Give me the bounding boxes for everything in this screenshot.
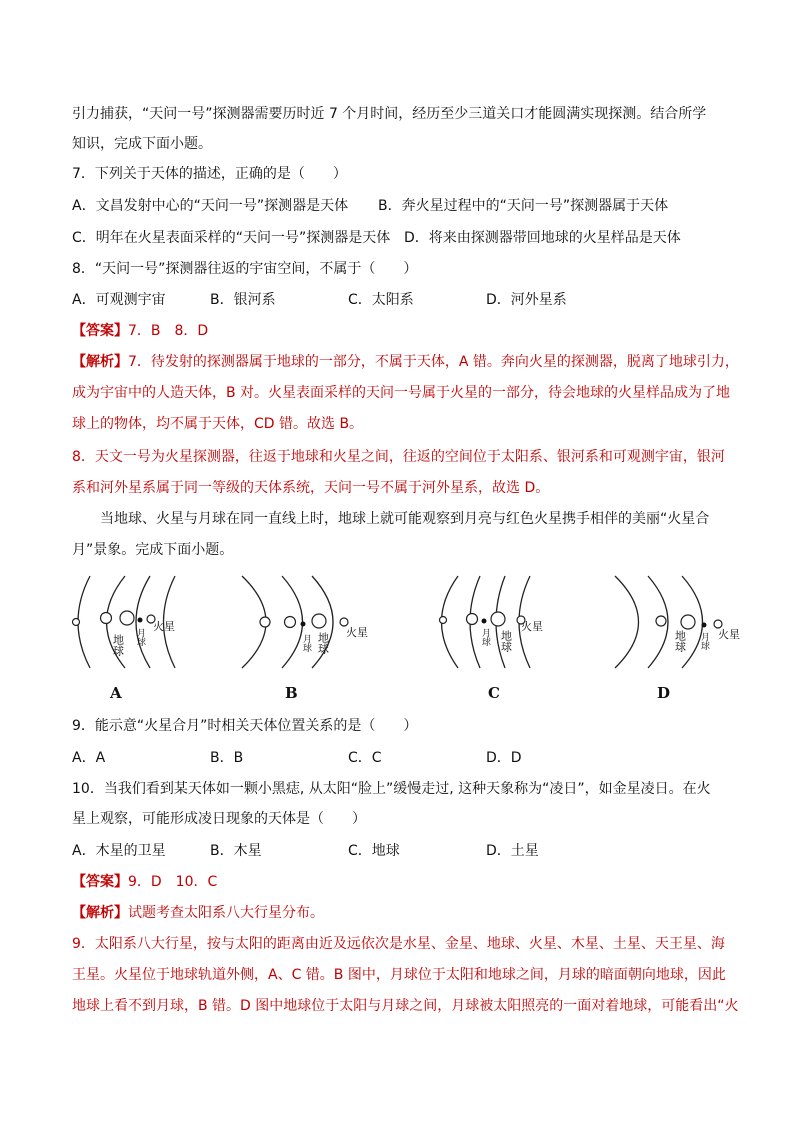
q10-option-b: B．木星 (210, 843, 262, 859)
q9-option-a: A．A (72, 750, 106, 766)
analysis-1-line-5: 系和河外星系属于同一等级的天体系统，天问一号不属于河外星系，故选 D。 (72, 480, 550, 496)
q8-option-d: D．河外星系 (486, 292, 567, 308)
mars-c (491, 612, 505, 626)
analysis-tag: 【解析】 (72, 354, 128, 370)
moon-a (138, 618, 143, 623)
label-earth-b: 地球 (316, 632, 330, 654)
analysis-text: 7．待发射的探测器属于地球的一部分，不属于天体，A 错。奔向火星的探测器，脱离了地球引力， (128, 354, 739, 370)
q10-option-d: D．土星 (486, 843, 539, 859)
sun-a (73, 619, 80, 626)
analysis-2-tag: 【解析】 (72, 905, 128, 921)
answer-2-text: 9．D 10．C (128, 874, 218, 890)
q8-option-a: A．可观测宇宙 (72, 292, 166, 308)
mars-a (120, 611, 134, 625)
analysis-2-line-3: 地球上看不到月球，B 错。D 图中地球位于太阳与月球之间，月球被太阳照亮的一面对着地球，可能看出“火 (72, 998, 739, 1014)
q7-stem: 7．下列关于天体的描述，正确的是（ ） (72, 166, 347, 182)
answer-1 (72, 321, 208, 341)
label-moon-b: 月球 (301, 634, 311, 652)
moon-c (482, 619, 487, 624)
panel-label-c: C (488, 684, 500, 702)
mars-b (312, 614, 326, 628)
planet-b (340, 618, 348, 626)
label-earth-a: 地球 (111, 634, 125, 656)
analysis-2-intro (72, 903, 324, 923)
label-mars-b: 火星 (346, 626, 368, 639)
sun-b (260, 617, 270, 627)
q7-option-b: B．奔火星过程中的“天问一号”探测器属于天体 (378, 198, 669, 214)
q10-line-2: 星上观察，可能形成凌日现象的天体是（ ） (72, 811, 366, 827)
intro-line-1: 引力捕获，“天问一号”探测器需要历时近 7 个月时间，经历至少三道关口才能圆满实现探测。结合所学 (72, 106, 707, 122)
earth-a (101, 613, 112, 624)
answer-text: 7．B 8．D (128, 323, 209, 339)
orbit-diagram (0, 568, 794, 688)
q7-option-c: C．明年在火星表面采样的“天问一号”探测器是天体 (72, 230, 391, 246)
intro2-line-2: 月”景象。完成下面小题。 (72, 542, 234, 558)
earth-c (467, 614, 478, 625)
intro-line-2: 知识，完成下面小题。 (72, 136, 212, 152)
analysis-1-line-3: 球上的物体，均不属于天体，CD 错。故选 B。 (72, 416, 364, 432)
earth-d (681, 615, 695, 629)
label-earth-c: 地球 (499, 630, 513, 652)
intro2-line-1: 当地球、火星与月球在同一直线上时，地球上就可能观察到月亮与红色火星携手相伴的美丽“火星合 (100, 511, 710, 527)
q9-stem: 9．能示意“火星合月”时相关天体位置关系的是（ ） (72, 718, 418, 734)
analysis-2-line-2: 王星。火星位于地球轨道外侧，A、C 错。B 图中，月球位于太阳和地球之间，月球的暗面朝向地球，因此 (72, 967, 726, 983)
q7-option-d: D．将来由探测器带回地球的火星样品是天体 (404, 230, 681, 246)
analysis-1-line-2: 成为宇宙中的人造天体，B 对。火星表面采样的天问一号属于火星的一部分，待会地球的火星样品成为了地 (72, 385, 731, 401)
q7-option-a: A．文昌发射中心的“天问一号”探测器是天体 (72, 198, 349, 214)
q8-option-c: C．太阳系 (348, 292, 414, 308)
analysis-2-line-1: 9．太阳系八大行星，按与太阳的距离由近及远依次是水星、金星、地球、火星、木星、土星、天王星、海 (72, 936, 725, 952)
q9-option-c: C．C (348, 750, 382, 766)
earth-b (285, 617, 296, 628)
q10-line-1: 10．当我们看到某天体如一颗小黑痣, 从太阳“脸上”缓慢走过, 这种天象称为“凌日”，如金星凌日。在火 (72, 781, 711, 797)
panel-label-b: B (285, 684, 298, 702)
panel-label-a: A (110, 684, 122, 702)
sun-c (440, 617, 447, 624)
analysis-1-line-4: 8．天文一号为火星探测器，往返于地球和火星之间，往返的空间位于太阳系、银河系和可观测宇宙，银河 (72, 449, 725, 465)
label-moon-d: 月球 (699, 632, 709, 650)
analysis-2-summary: 试题考查太阳系八大行星分布。 (128, 905, 324, 921)
analysis-1-line-1 (72, 352, 739, 372)
label-mars-d: 火星 (718, 628, 740, 641)
label-moon-c: 月球 (480, 628, 490, 646)
sun-d (656, 616, 666, 626)
answer-2-tag: 【答案】 (72, 874, 128, 890)
q10-option-a: A．木星的卫星 (72, 843, 166, 859)
q9-option-d: D．D (486, 750, 522, 766)
moon-b (301, 622, 306, 627)
label-moon-a: 月球 (135, 628, 145, 646)
moon-d (702, 623, 707, 628)
answer-tag: 【答案】 (72, 323, 128, 339)
panel-label-d: D (657, 684, 671, 702)
label-earth-d: 地球 (673, 630, 687, 652)
q8-stem: 8．“天问一号”探测器往返的宇宙空间，不属于（ ） (72, 261, 418, 277)
label-mars-a: 火星 (153, 620, 175, 633)
planet-d (714, 620, 722, 628)
q9-option-b: B．B (210, 750, 244, 766)
q10-option-c: C．地球 (348, 843, 400, 859)
q8-option-b: B．银河系 (210, 292, 276, 308)
answer-2 (72, 872, 217, 892)
label-mars-c: 火星 (521, 620, 543, 633)
